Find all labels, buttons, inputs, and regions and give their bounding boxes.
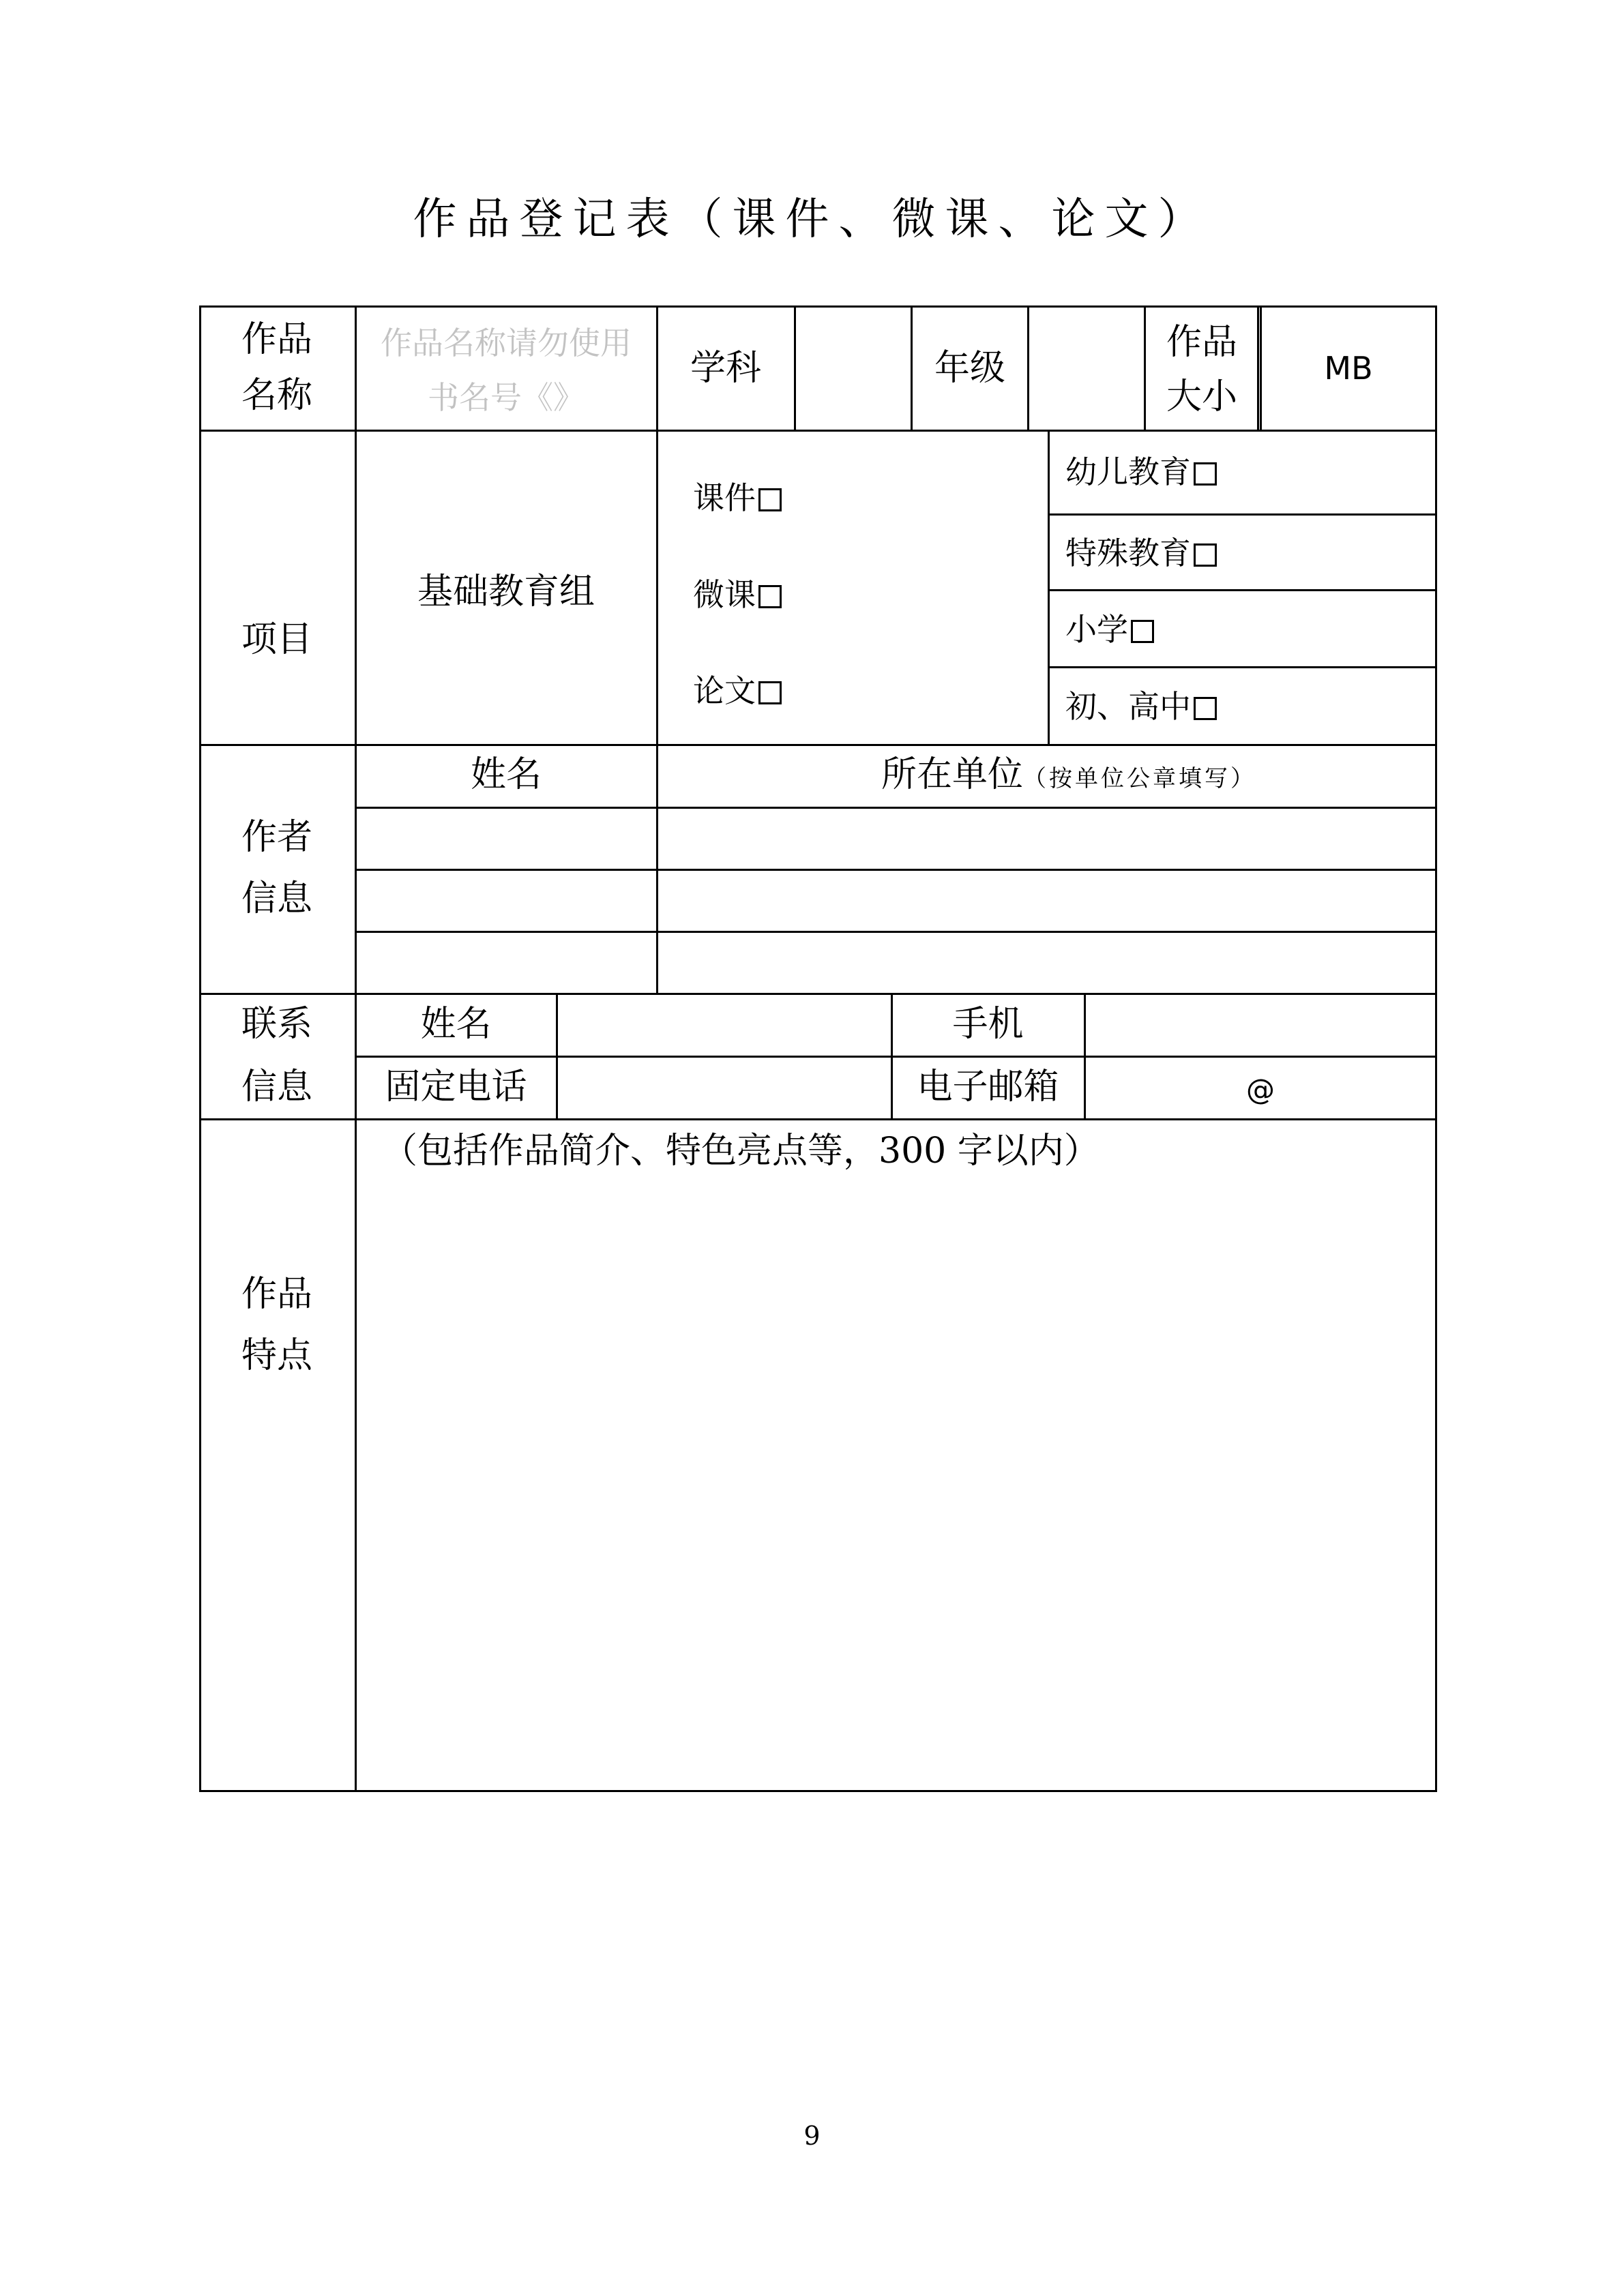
- checkbox-preschool[interactable]: [1194, 462, 1217, 486]
- level-primary-label: 小学: [1065, 611, 1128, 648]
- type-paper[interactable]: [693, 667, 782, 715]
- author-name-field-3[interactable]: [357, 933, 656, 993]
- email-field[interactable]: @: [1246, 1073, 1275, 1106]
- type-microcourse-label: 微课: [693, 576, 756, 613]
- mobile-label: 手机: [952, 1004, 1024, 1045]
- group-name: 基础教育组: [417, 571, 595, 612]
- work-size-unit[interactable]: MB: [1324, 350, 1373, 387]
- level-secondary-label: 初、高中: [1065, 688, 1191, 725]
- work-name-placeholder-1[interactable]: 作品名称请勿使用: [381, 325, 632, 361]
- checkbox-courseware[interactable]: [758, 488, 782, 511]
- work-size-label-2: 大小: [1166, 376, 1237, 417]
- grade-label: 年级: [934, 348, 1005, 389]
- work-name-label-2: 名称: [241, 375, 312, 416]
- row-divider: [1048, 666, 1437, 668]
- row-divider: [199, 430, 1437, 432]
- author-info-label-1: 作者: [241, 817, 312, 858]
- grade-field[interactable]: [1029, 308, 1144, 430]
- table-border-bottom: [199, 1790, 1437, 1792]
- features-hint: （包括作品简介、特色亮点等，300 字以内）: [382, 1131, 1099, 1172]
- features-label-2: 特点: [241, 1335, 312, 1376]
- level-special[interactable]: [1065, 529, 1217, 577]
- contact-name-label: 姓名: [420, 1004, 492, 1045]
- work-name-label-1: 作品: [241, 319, 312, 360]
- features-textarea[interactable]: [357, 1185, 1435, 1790]
- mobile-field[interactable]: [1086, 995, 1435, 1056]
- level-preschool[interactable]: [1065, 448, 1217, 496]
- unit-header-note: （按单位公章填写）: [1023, 765, 1257, 792]
- work-size-label-1: 作品: [1166, 322, 1237, 363]
- author-name-field-1[interactable]: [357, 809, 656, 869]
- checkbox-secondary[interactable]: [1194, 697, 1217, 720]
- form-title: 作品登记表（课件、微课、论文）: [413, 194, 1211, 245]
- row-divider: [199, 1118, 1437, 1120]
- level-secondary[interactable]: [1065, 683, 1217, 730]
- email-label: 电子邮箱: [917, 1067, 1059, 1107]
- unit-header-text: 所在单位: [881, 754, 1024, 795]
- author-unit-field-3[interactable]: [658, 933, 1435, 993]
- author-unit-header: [881, 747, 1256, 806]
- landline-label: 固定电话: [385, 1067, 527, 1107]
- author-unit-field-1[interactable]: [658, 809, 1435, 869]
- contact-info-label-1: 联系: [241, 1004, 312, 1045]
- row-divider: [355, 1056, 1437, 1058]
- checkbox-primary[interactable]: [1131, 620, 1154, 643]
- contact-name-field[interactable]: [558, 995, 891, 1056]
- checkbox-special[interactable]: [1194, 543, 1217, 567]
- subject-label: 学科: [690, 348, 761, 389]
- page-number: 9: [803, 2121, 821, 2151]
- author-info-label-2: 信息: [241, 878, 312, 919]
- type-courseware-label: 课件: [693, 479, 756, 516]
- level-preschool-label: 幼儿教育: [1065, 453, 1191, 490]
- level-primary[interactable]: [1065, 606, 1154, 653]
- author-unit-field-2[interactable]: [658, 871, 1435, 931]
- author-name-header: 姓名: [470, 754, 542, 795]
- type-courseware[interactable]: [693, 474, 782, 522]
- work-name-placeholder-2[interactable]: 书名号《》: [428, 379, 585, 416]
- subject-field[interactable]: [796, 308, 911, 430]
- landline-field[interactable]: [558, 1058, 891, 1118]
- type-paper-label: 论文: [693, 672, 756, 709]
- checkbox-paper[interactable]: [758, 681, 782, 704]
- table-border-right: [1435, 305, 1437, 1792]
- row-divider: [1048, 513, 1437, 516]
- row-divider: [199, 744, 1437, 746]
- registration-table: [199, 305, 1437, 1792]
- row-divider: [1048, 589, 1437, 591]
- level-special-label: 特殊教育: [1065, 535, 1191, 571]
- col-divider: [1048, 430, 1050, 745]
- contact-info-label-2: 信息: [241, 1067, 312, 1107]
- project-label: 项目: [241, 619, 312, 660]
- features-label-1: 作品: [241, 1274, 312, 1315]
- author-name-field-2[interactable]: [357, 871, 656, 931]
- checkbox-microcourse[interactable]: [758, 585, 782, 608]
- type-microcourse[interactable]: [693, 571, 782, 618]
